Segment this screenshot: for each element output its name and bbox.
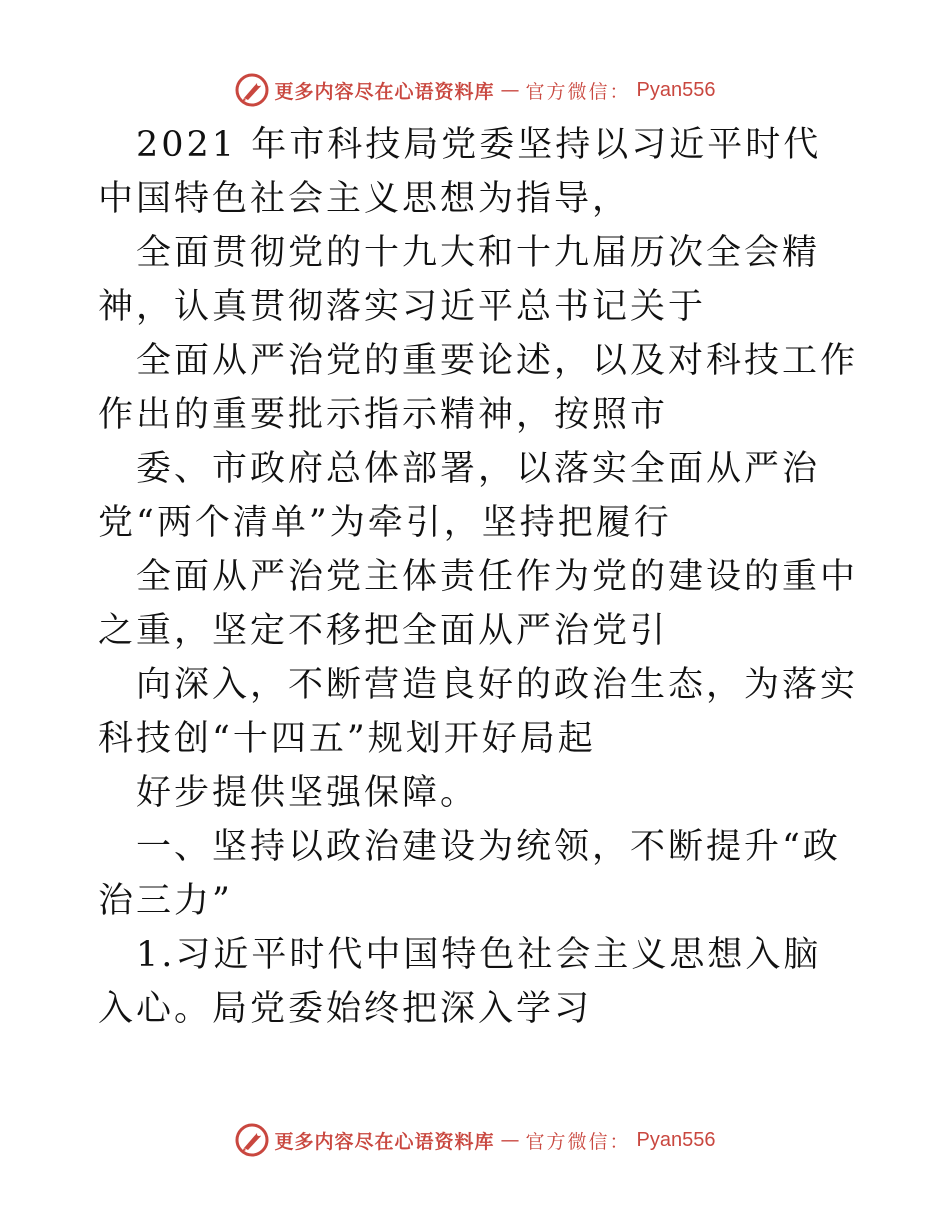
paragraph-3: 全面从严治党的重要论述，以及对科技工作作出的重要批示指示精神，按照市: [98, 341, 859, 435]
banner-separator: —: [500, 79, 520, 101]
banner-separator: —: [500, 1129, 520, 1151]
paragraph-6: 向深入，不断营造良好的政治生态，为落实科技创“十四五”规划开好局起: [98, 665, 859, 759]
paragraph-1: 2021 年市科技局党委坚持以习近平时代中国特色社会主义思想为指导，: [98, 125, 822, 219]
banner-wechat-id: Pyan556: [636, 1128, 716, 1151]
document-body: [98, 118, 858, 1036]
pen-logo-icon: [235, 1123, 269, 1157]
paragraph-2: 全面贯彻党的十九大和十九届历次全会精神，认真贯彻落实习近平总书记关于: [98, 233, 821, 327]
pen-logo-icon: [235, 73, 269, 107]
paragraph-4: 委、市政府总体部署，以落实全面从严治党“两个清单”为牵引，坚持把履行: [98, 449, 821, 543]
header-banner: [0, 70, 950, 110]
paragraph-8: 1.习近平时代中国特色社会主义思想入脑入心。局党委始终把深入学习: [98, 935, 822, 1029]
paragraph-5: 全面从严治党主体责任作为党的建设的重中之重，坚定不移把全面从严治党引: [98, 557, 859, 651]
banner-brand-text: 更多内容尽在心语资料库: [274, 80, 495, 103]
banner-wechat-id: Pyan556: [636, 78, 716, 101]
footer-banner: [0, 1120, 950, 1160]
banner-wechat-label: 官方微信：: [525, 80, 631, 103]
section-heading-1: 一、坚持以政治建设为统领，不断提升“政治三力”: [98, 827, 841, 921]
banner-brand-text: 更多内容尽在心语资料库: [274, 1130, 495, 1153]
banner-wechat-label: 官方微信：: [525, 1130, 631, 1153]
paragraph-7: 好步提供坚强保障。: [136, 773, 479, 813]
